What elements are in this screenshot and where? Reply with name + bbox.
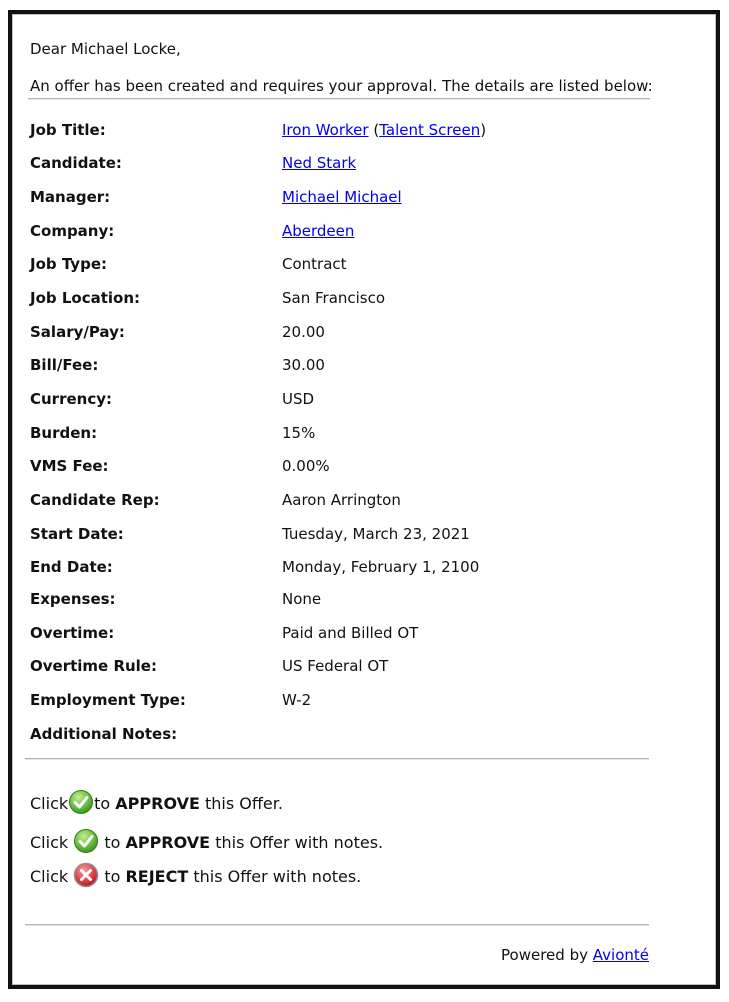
reject-with-notes-action: [30, 862, 361, 888]
employment-type-value: W-2: [282, 691, 312, 709]
divider: [25, 924, 649, 926]
job-location-label: Job Location:: [30, 289, 141, 307]
vms-fee-value: 0.00%: [282, 457, 330, 475]
overtime-label: Overtime:: [30, 624, 115, 642]
burden-label: Burden:: [30, 424, 98, 442]
additional-notes-label: Additional Notes:: [30, 725, 178, 743]
end-date-value: Monday, February 1, 2100: [282, 558, 480, 576]
job-title-link[interactable]: Iron Worker: [282, 121, 369, 139]
action-rest-text: this Offer with notes.: [215, 833, 384, 852]
job-type-value: Contract: [282, 255, 347, 273]
talent-screen-link[interactable]: Talent Screen: [379, 121, 481, 139]
click-text: Click: [30, 833, 69, 852]
candidate-link[interactable]: Ned Stark: [282, 154, 357, 172]
approve-verb: APPROVE: [115, 794, 200, 813]
company-link[interactable]: Aberdeen: [282, 222, 355, 240]
reject-verb: REJECT: [125, 867, 189, 886]
job-title-label: Job Title:: [30, 121, 106, 139]
approve-action: [30, 789, 283, 815]
bill-value: 30.00: [282, 356, 325, 374]
divider: [28, 98, 650, 100]
end-date-label: End Date:: [30, 558, 113, 576]
close-paren: ): [480, 121, 487, 139]
job-location-value: San Francisco: [282, 289, 386, 307]
expenses-label: Expenses:: [30, 590, 116, 608]
footer: [501, 946, 649, 964]
overtime-rule-label: Overtime Rule:: [30, 657, 157, 675]
greeting: Dear Michael Locke,: [30, 40, 181, 58]
to-text: to: [104, 867, 121, 886]
overtime-value: Paid and Billed OT: [282, 624, 419, 642]
salary-label: Salary/Pay:: [30, 323, 125, 341]
powered-by-text: Powered by: [501, 946, 588, 964]
currency-label: Currency:: [30, 390, 113, 408]
employment-type-label: Employment Type:: [30, 691, 186, 709]
candidate-rep-value: Aaron Arrington: [282, 491, 401, 509]
click-text: Click: [30, 867, 69, 886]
manager-link[interactable]: Michael Michael: [282, 188, 402, 206]
action-rest-text: this Offer.: [205, 794, 283, 813]
start-date-label: Start Date:: [30, 525, 124, 543]
company-label: Company:: [30, 222, 115, 240]
candidate-rep-label: Candidate Rep:: [30, 491, 160, 509]
bill-label: Bill/Fee:: [30, 356, 99, 374]
to-text: to: [94, 794, 111, 813]
manager-label: Manager:: [30, 188, 111, 206]
burden-value: 15%: [282, 424, 316, 442]
reject-x-icon[interactable]: [73, 862, 99, 888]
candidate-label: Candidate:: [30, 154, 122, 172]
approve-notes-check-icon[interactable]: [73, 828, 99, 854]
click-text: Click: [30, 794, 69, 813]
currency-value: USD: [282, 390, 315, 408]
expenses-value: None: [282, 590, 322, 608]
overtime-rule-value: US Federal OT: [282, 657, 389, 675]
job-type-label: Job Type:: [30, 255, 107, 273]
avionte-link[interactable]: Avionté: [592, 946, 649, 964]
approve-check-icon[interactable]: [68, 789, 94, 815]
intro-text: An offer has been created and requires your approval. The details are listed below:: [30, 77, 653, 95]
approve-verb: APPROVE: [125, 833, 211, 852]
to-text: to: [104, 833, 121, 852]
vms-fee-label: VMS Fee:: [30, 457, 109, 475]
salary-value: 20.00: [282, 323, 325, 341]
action-rest-text: this Offer with notes.: [193, 867, 362, 886]
divider: [25, 758, 649, 760]
approve-with-notes-action: [30, 828, 383, 854]
open-paren: (: [373, 121, 380, 139]
job-title-value: [282, 120, 486, 140]
start-date-value: Tuesday, March 23, 2021: [282, 525, 470, 543]
